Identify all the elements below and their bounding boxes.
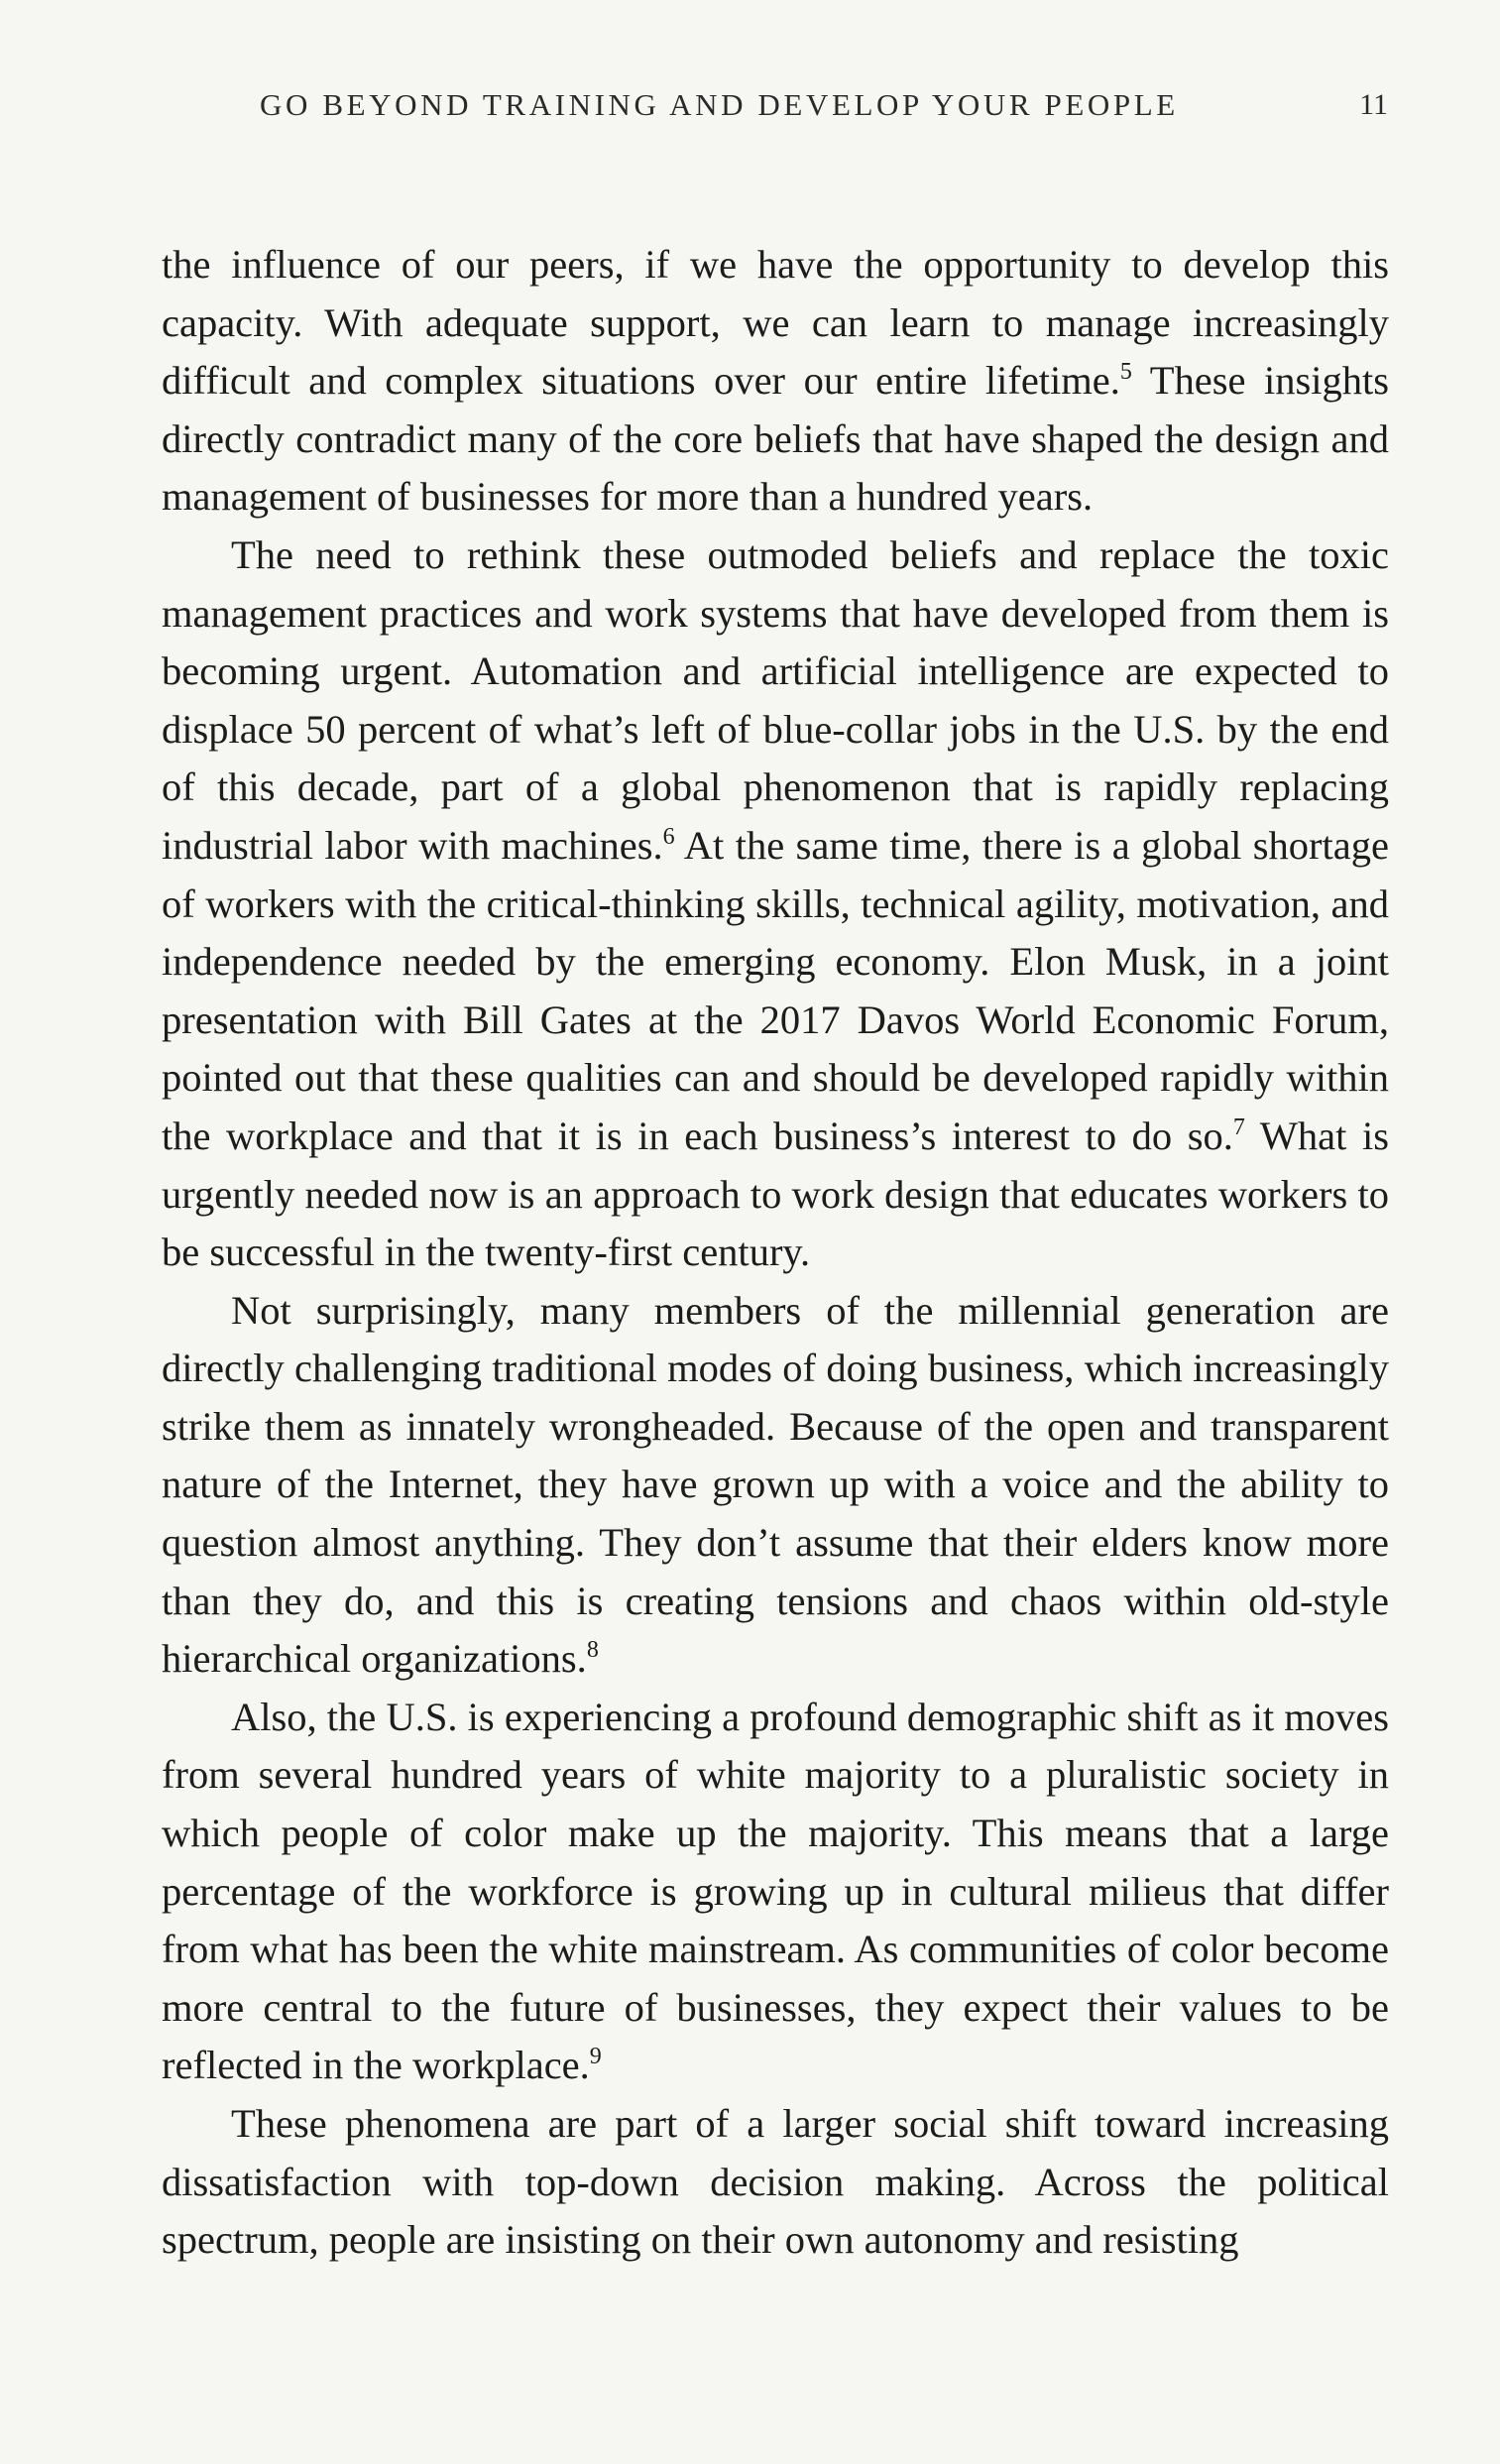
- footnote-marker: 7: [1232, 1114, 1245, 1140]
- paragraph-text: At the same time, there is a global shortage of workers with the critical-thinking skills, technical agility, motivation, and independence needed by the emerging economy. Elon Musk, in a joint presentation with Bill Gates at the 2017 Davos World Economic Forum, pointed out that these qualities can and should be developed rapidly within the workplace and that it is in each business’s interest to do so.: [162, 822, 1389, 1158]
- paragraph: [162, 527, 1389, 1282]
- paragraph: [162, 1282, 1389, 1689]
- paragraph: [162, 236, 1389, 527]
- running-title: GO BEYOND TRAINING AND DEVELOP YOUR PEOPLE: [260, 87, 1179, 122]
- footnote-marker: 9: [589, 2044, 602, 2070]
- paragraph-text: These phenomena are part of a larger social shift toward increasing dissatisfaction with top-down decision making. Across the political spectrum, people are insisting on their own autonomy and resisting: [162, 2101, 1389, 2263]
- paragraph: [162, 2095, 1389, 2270]
- paragraph: [162, 1689, 1389, 2095]
- paragraph-text: What is urgently needed now is an approach to work design that educates workers to be successful in the twenty-first century.: [162, 1113, 1389, 1275]
- paragraph-text: These insights directly contradict many of the core beliefs that have shaped the design and management of businesses for more than a hundred years.: [162, 358, 1390, 520]
- body-text: [162, 236, 1389, 2270]
- paragraph-text: The need to rethink these outmoded beliefs and replace the toxic management practices and work systems that have developed from them is becoming urgent. Automation and artificial intelligence are expected to displace 50 percent of what’s left of blue-collar jobs in the U.S. by the end of this decade, part of a global phenomenon that is rapidly replacing industrial labor with machines.: [162, 531, 1389, 868]
- footnote-marker: 8: [586, 1637, 599, 1664]
- running-head: [260, 83, 1388, 127]
- paragraph-text: Not surprisingly, many members of the millennial generation are directly challenging traditional modes of doing business, which increasingly strike them as innately wrongheaded. Because of the open and transparent nature of the Internet, they have grown up with a voice and the ability to question almost anything. They don’t assume that their elders know more than they do, and this is creating tensions and chaos within old-style hierarchical organizations.: [162, 1287, 1389, 1682]
- footnote-marker: 5: [1119, 359, 1132, 386]
- paragraph-text: the influence of our peers, if we have the opportunity to develop this capacity. With adequate support, we can learn to manage increasingly difficult and complex situations over our entire lifetime.: [162, 242, 1389, 404]
- page-number: 11: [1359, 88, 1388, 121]
- paragraph-text: Also, the U.S. is experiencing a profound demographic shift as it moves from several hundred years of white majority to a pluralistic society in which people of color make up the majority. This means that a large percentage of the workforce is growing up in cultural milieus that differ from what has been the white mainstream. As communities of color become more central to the future of businesses, they expect their values to be reflected in the workplace.: [162, 1694, 1389, 2088]
- footnote-marker: 6: [662, 823, 675, 850]
